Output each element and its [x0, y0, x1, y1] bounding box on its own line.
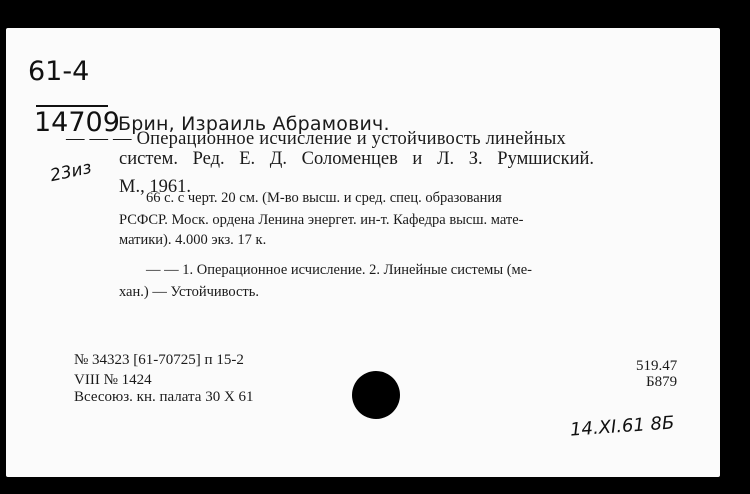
author-heading: Брин, Израиль Абрамович.	[118, 113, 390, 135]
collation-line-2: РСФСР. Моск. ордена Ленина энергет. ин-т. Кафедра высш. мате-	[119, 212, 524, 228]
collation-line-1: 66 с. с черт. 20 см. (М-во высш. и сред. спец. образования	[146, 190, 502, 206]
handwritten-code: 23из	[48, 157, 94, 187]
shelfmark-bottom: 14709	[34, 107, 120, 138]
card-punch-hole	[352, 371, 400, 419]
collation-line-3: матики). 4.000 экз. 17 к.	[119, 232, 267, 248]
catalog-number-line-2: VIII № 1424	[74, 372, 152, 388]
subjects-line-2: хан.) — Устойчивость.	[119, 284, 259, 300]
classification-number: 519.47	[636, 358, 678, 374]
handwritten-date: 14.XI.61 8Б	[569, 412, 676, 441]
catalog-number-line-1: № 34323 [61-70725] п 15-2	[74, 352, 244, 368]
catalog-publisher-line: Всесоюз. кн. палата 30 X 61	[74, 389, 254, 405]
title-line-1: — — — Операционное исчисление и устойчивость линейных	[66, 129, 566, 149]
shelfmark-top: 61-4	[28, 56, 90, 87]
subjects-line-1: — — 1. Операционное исчисление. 2. Линейные системы (ме-	[146, 262, 532, 278]
author-mark: Б879	[646, 374, 678, 390]
title-line-3: М., 1961.	[119, 177, 191, 197]
title-line-2: систем. Ред. Е. Д. Соломенцев и Л. З. Румшиский.	[119, 149, 595, 169]
